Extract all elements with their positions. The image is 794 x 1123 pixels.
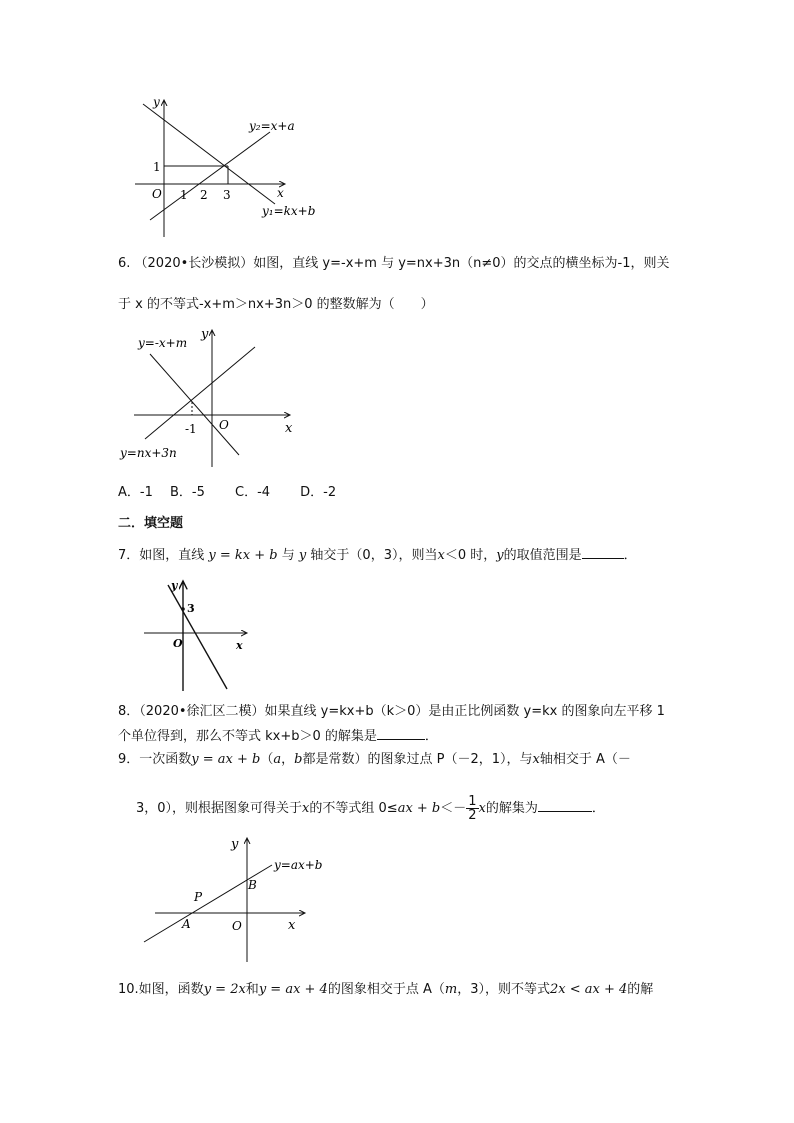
q7-mid2: 轴交于（0，3），则当 bbox=[310, 548, 438, 563]
origin-label: O bbox=[232, 919, 242, 933]
graph-q7 bbox=[140, 577, 255, 695]
q8-line-2 bbox=[118, 727, 438, 745]
q7-pre: 7．如图，直线 bbox=[118, 548, 205, 563]
line-y2 bbox=[150, 132, 270, 220]
q9-line-2d: ． bbox=[591, 801, 605, 816]
point-A-label: A bbox=[182, 917, 191, 931]
q9-fraction bbox=[466, 795, 478, 822]
q6-line-2: 于 x 的不等式-x+m＞nx+3n＞0 的整数解为（ ） bbox=[118, 297, 434, 312]
x-tick-2: 2 bbox=[200, 188, 208, 202]
q6-options: A．-1 B．-5 C．-4 D．-2 bbox=[118, 485, 337, 500]
q6-line-1: 6. （2020•长沙模拟）如图，直线 y=-x+m 与 y=nx+3n（n≠0）的交点的横坐标为-1，则关 bbox=[118, 256, 670, 271]
q9-a: a bbox=[273, 752, 282, 767]
line-y2-label: y₂=x+a bbox=[249, 119, 295, 133]
intercept-point bbox=[181, 607, 185, 611]
q10-mid3: ，3），则不等式 bbox=[457, 982, 550, 997]
origin-label: O bbox=[219, 418, 229, 432]
q10-pre: 10.如图，函数 bbox=[118, 982, 204, 997]
x-tick-neg1: -1 bbox=[185, 422, 197, 436]
q7-eq: y = kx + b bbox=[208, 548, 278, 563]
y-tick-3: 3 bbox=[187, 602, 195, 615]
x-axis-label: x bbox=[285, 421, 293, 436]
q9-ineq: ax + b bbox=[397, 801, 441, 816]
q7-post: 的取值范围是 bbox=[503, 548, 582, 563]
q9-eq: y = ax + b bbox=[191, 752, 261, 767]
y-axis-label: y bbox=[231, 837, 239, 852]
line-label: y=ax+b bbox=[274, 858, 323, 872]
line-y1-label: y₁=kx+b bbox=[262, 204, 316, 218]
q9-line-2a: 3，0），则根据图象可得关于 bbox=[136, 801, 303, 816]
graph-q6 bbox=[112, 322, 302, 472]
x-axis-label: x bbox=[288, 918, 296, 933]
q10-mid1: 和 bbox=[245, 982, 259, 997]
q9-b: b bbox=[294, 752, 303, 767]
q10-ineq: 2x < ax + 4 bbox=[549, 982, 628, 997]
q10-eq1: y = 2x bbox=[203, 982, 246, 997]
q9-line-1b: （ bbox=[260, 752, 274, 767]
point-P-label: P bbox=[194, 890, 203, 904]
q7-yvar2: y bbox=[496, 548, 504, 563]
q7-answer-blank bbox=[582, 546, 624, 559]
q9-xvar3: x bbox=[478, 801, 486, 816]
q10-eq2: y = ax + 4 bbox=[258, 982, 328, 997]
q9-line-1c: 都是常数）的图象过点 P（－2，1），与 bbox=[302, 752, 533, 767]
q10-m: m bbox=[444, 982, 458, 997]
x-axis-label: x bbox=[277, 186, 284, 200]
line-nx-plus-3n bbox=[145, 347, 255, 439]
q8-line-2a: 个单位得到，那么不等式 kx+b＞0 的解集是 bbox=[118, 729, 377, 744]
y-axis-label: y bbox=[153, 95, 160, 109]
q7-mid3: ＜0 时， bbox=[444, 548, 497, 563]
q10-mid2: 的图象相交于点 A（ bbox=[327, 982, 445, 997]
q7-mid1: 与 bbox=[281, 548, 295, 563]
point-B-label: B bbox=[248, 878, 257, 892]
q10-post: 的解 bbox=[627, 982, 654, 997]
y-axis-label: y bbox=[171, 579, 178, 592]
q9-line-2 bbox=[136, 792, 605, 826]
q9-line-1a: 9．一次函数 bbox=[118, 752, 192, 767]
graph-q9 bbox=[140, 832, 340, 967]
line-neg-x-plus-m bbox=[150, 354, 239, 455]
origin-label: O bbox=[173, 637, 183, 650]
q9-line-2b: 的不等式组 0≤ bbox=[309, 801, 398, 816]
q8-line-2b: ． bbox=[424, 729, 438, 744]
q7-text bbox=[118, 546, 637, 564]
section-title: 二．填空题 bbox=[118, 516, 184, 531]
origin-label: O bbox=[152, 187, 162, 201]
q9-xvar: x bbox=[532, 752, 540, 767]
q9-frac-num: 1 bbox=[468, 794, 477, 809]
q10-text bbox=[118, 982, 653, 998]
q7-xvar: x bbox=[437, 548, 445, 563]
x-tick-1: 1 bbox=[180, 188, 188, 202]
q9-frac-den: 2 bbox=[468, 808, 477, 823]
y-axis-label: y bbox=[201, 327, 209, 342]
q9-answer-blank bbox=[538, 799, 592, 812]
q7-yvar: y bbox=[298, 548, 307, 563]
q9-line-2c: 的解集为 bbox=[485, 801, 538, 816]
q7-end: ． bbox=[623, 548, 637, 563]
x-tick-3: 3 bbox=[223, 188, 231, 202]
line-ax-plus-b bbox=[144, 865, 272, 942]
x-axis-label: x bbox=[236, 639, 243, 652]
q9-lt: ＜－ bbox=[440, 801, 467, 816]
graph-1 bbox=[125, 92, 325, 242]
q9-xvar2: x bbox=[302, 801, 310, 816]
y-tick-1: 1 bbox=[153, 160, 161, 174]
q8-answer-blank bbox=[377, 727, 425, 740]
line-a-label: y=-x+m bbox=[138, 336, 188, 350]
q8-line-1: 8．（2020•徐汇区二模）如果直线 y=kx+b（k＞0）是由正比例函数 y=kx 的图象向左平移 1 bbox=[118, 704, 665, 719]
line-b-label: y=nx+3n bbox=[120, 446, 177, 460]
q9-comma: ， bbox=[281, 752, 295, 767]
q9-line-1 bbox=[118, 752, 631, 768]
q9-line-1d: 轴相交于 A（－ bbox=[539, 752, 631, 767]
